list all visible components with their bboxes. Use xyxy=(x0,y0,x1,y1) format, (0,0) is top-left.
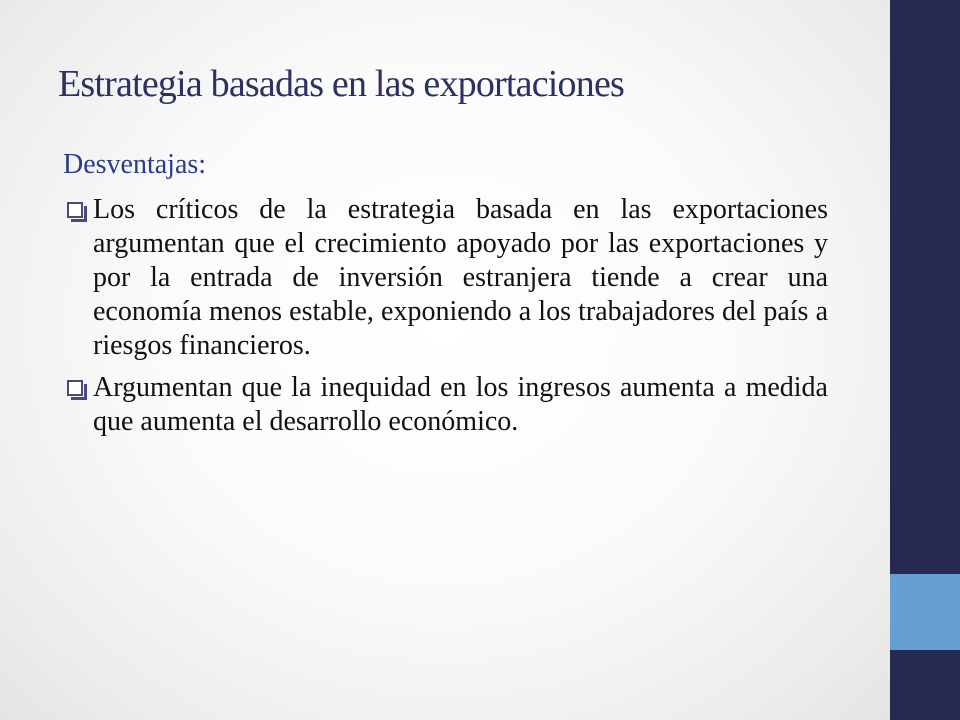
bullet-text: Los críticos de la estrategia basada en las exportaciones argumentan que el crecimiento apoyado por las exportaciones y por la entrada de inversión estranjera tiende a crear una economía menos estable, exponiendo a los trabajadores del país a riesgos financieros. xyxy=(93,194,828,361)
slide-title: Estrategia basadas en las exportaciones xyxy=(58,63,625,105)
bullet-item xyxy=(63,371,828,439)
checkbox-bullet-icon xyxy=(67,380,83,396)
decorative-sidebar xyxy=(890,0,960,720)
bullet-text: Argumentan que la inequidad en los ingresos aumenta a medida que aumenta el desarrollo económico. xyxy=(93,372,828,437)
bullet-item xyxy=(63,193,828,363)
checkbox-bullet-icon xyxy=(67,202,83,218)
sidebar-accent-block xyxy=(890,574,960,650)
slide-body xyxy=(63,147,828,447)
subheading: Desventajas: xyxy=(63,149,207,180)
